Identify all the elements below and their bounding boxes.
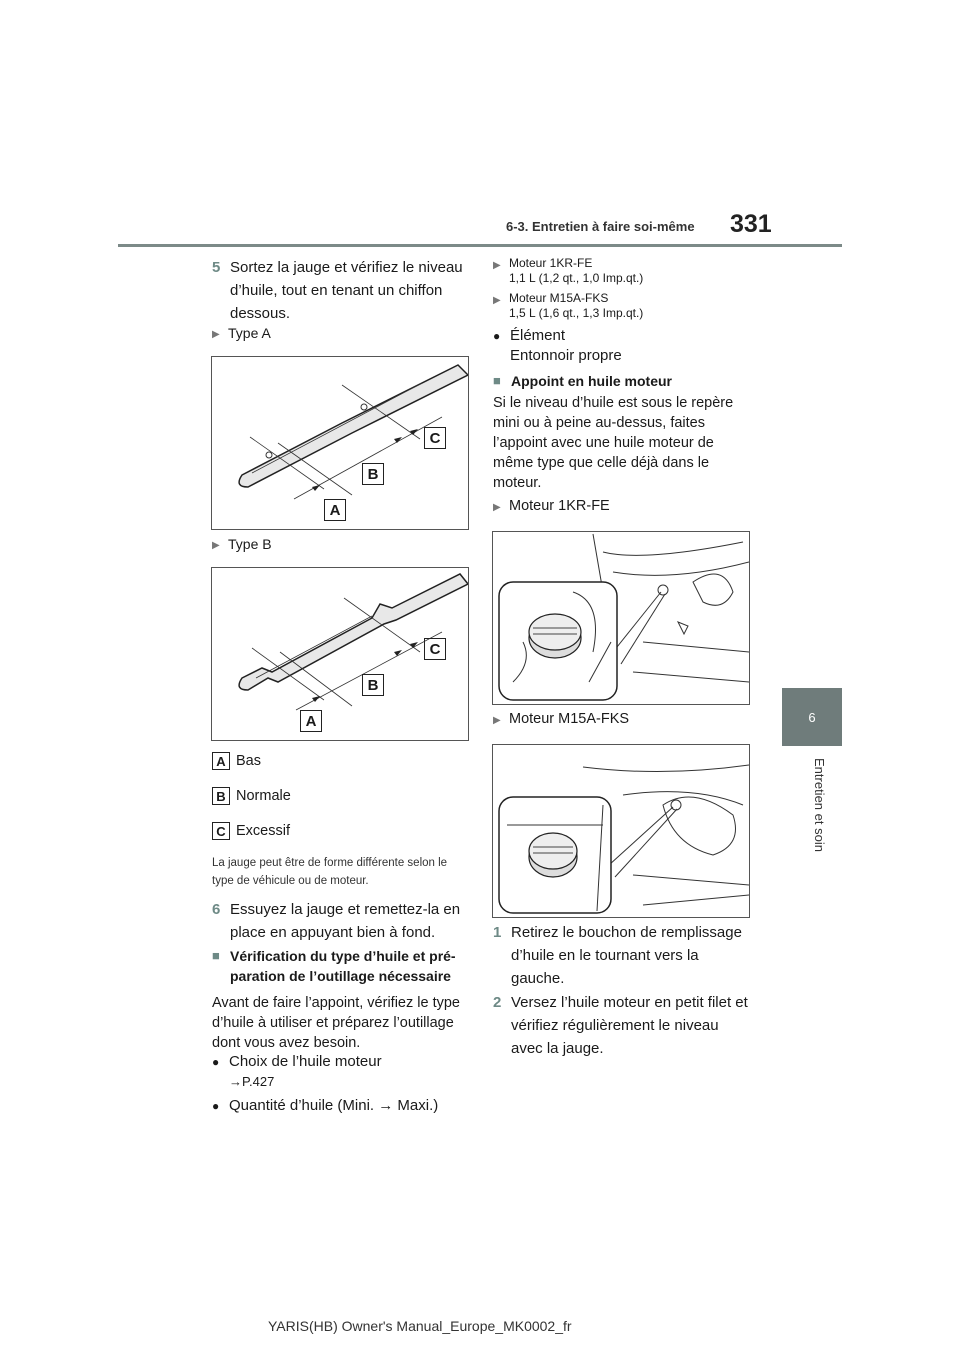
engine-name: Moteur 1KR-FE bbox=[509, 256, 593, 270]
bullet-element bbox=[493, 326, 622, 366]
section-heading-oil-top-up bbox=[493, 371, 672, 391]
paragraph-preparation: Avant de faire l’appoint, vérifiez le type d’huile à utiliser et préparez l’outillage dont vous avez besoin. bbox=[212, 995, 460, 1051]
square-bullet-icon: ■ bbox=[493, 373, 501, 388]
type-b-label bbox=[212, 535, 272, 555]
section-title: 6-3. Entretien à faire soi-même bbox=[506, 219, 695, 234]
chapter-tab bbox=[782, 688, 842, 746]
figure-label-b: B bbox=[362, 463, 384, 485]
chapter-label: Entretien et soin bbox=[812, 758, 827, 852]
dipstick-figure-type-a bbox=[211, 356, 469, 530]
type-a-text: Type A bbox=[228, 325, 271, 341]
oil-quantity: 1,5 L (1,6 qt., 1,3 Imp.qt.) bbox=[509, 306, 644, 320]
figure-label-a: A bbox=[300, 710, 322, 732]
step-6 bbox=[212, 898, 470, 944]
header-rule bbox=[118, 244, 842, 247]
square-bullet-icon: ■ bbox=[212, 948, 220, 963]
step-text: Sortez la jauge et vérifiez le niveau d’huile, tout en tenant un chiffon dessous. bbox=[230, 259, 463, 322]
dipstick-figure-type-b bbox=[211, 567, 469, 741]
legend-text: Excessif bbox=[236, 823, 290, 839]
bullet-oil-quantity bbox=[212, 1096, 472, 1116]
arrow-right-icon: ▶ bbox=[493, 295, 501, 306]
engine-m15a-fks-drawing bbox=[493, 745, 749, 917]
bullet-icon: ● bbox=[212, 1055, 220, 1069]
step-number: 2 bbox=[493, 994, 502, 1011]
type-b-text: Type B bbox=[228, 536, 272, 552]
step-2 bbox=[493, 991, 753, 1060]
bullet-oil-choice bbox=[212, 1052, 462, 1092]
engine-text: Moteur M15A-FKS bbox=[509, 711, 630, 727]
step-number: 5 bbox=[212, 259, 221, 276]
figure-label-c: C bbox=[424, 427, 446, 449]
engine-1kr-fe-label bbox=[493, 497, 610, 517]
qty-1kr-fe bbox=[493, 256, 643, 286]
section-heading-oil-check bbox=[212, 946, 470, 986]
step-text: Retirez le bouchon de remplissage d’huile en le tournant vers la gauche. bbox=[511, 924, 742, 987]
legend-item-a bbox=[212, 752, 261, 770]
arrow-right-icon: ▶ bbox=[212, 329, 220, 340]
bullet-icon: ● bbox=[212, 1099, 220, 1113]
paragraph-top-up: Si le niveau d’huile est sous le repère mini ou à peine au-dessus, faites l’appoint avec une huile moteur de même type que celle déjà dans le moteur. bbox=[493, 395, 734, 491]
legend-letter: A bbox=[212, 752, 230, 770]
legend-letter: B bbox=[212, 787, 230, 805]
heading-text: Vérification du type d’huile et pré-paration de l’outillage nécessaire bbox=[230, 948, 456, 984]
step-1 bbox=[493, 921, 753, 990]
oil-quantity: 1,1 L (1,2 qt., 1,0 Imp.qt.) bbox=[509, 271, 644, 285]
type-a-label bbox=[212, 324, 271, 344]
arrow-right-icon: ▶ bbox=[493, 260, 501, 271]
bullet-text: Choix de l’huile moteur bbox=[229, 1053, 382, 1070]
page-number: 331 bbox=[730, 210, 772, 238]
arrow-right-icon: ▶ bbox=[493, 715, 501, 726]
step-text: Versez l’huile moteur en petit filet et vérifiez régulièrement le niveau avec la jauge. bbox=[511, 994, 748, 1057]
legend-item-b bbox=[212, 787, 291, 805]
footer-manual-id: YARIS(HB) Owner's Manual_Europe_MK0002_fr bbox=[268, 1318, 572, 1334]
bullet-icon: ● bbox=[493, 329, 501, 343]
legend-item-c bbox=[212, 822, 290, 840]
bullet-text: Quantité d’huile (Mini. → Maxi.) bbox=[229, 1097, 439, 1114]
arrow-right-icon: ▶ bbox=[493, 502, 501, 513]
heading-text: Appoint en huile moteur bbox=[511, 373, 672, 389]
element-label: Élément bbox=[510, 327, 566, 344]
engine-m15a-fks-label bbox=[493, 710, 629, 730]
engine-figure-1kr-fe bbox=[492, 531, 750, 705]
page-reference-link[interactable]: →P.427 bbox=[229, 1074, 275, 1089]
figure-label-c: C bbox=[424, 638, 446, 660]
figure-label-b: B bbox=[362, 674, 384, 696]
figure-label-a: A bbox=[324, 499, 346, 521]
legend-text: Normale bbox=[236, 788, 291, 804]
step-text: Essuyez la jauge et remettez-la en place en appuyant bien à fond. bbox=[230, 901, 461, 941]
step-number: 1 bbox=[493, 924, 502, 941]
element-value: Entonnoir propre bbox=[510, 347, 622, 364]
step-5 bbox=[212, 256, 474, 325]
qty-m15a-fks bbox=[493, 291, 643, 321]
engine-name: Moteur M15A-FKS bbox=[509, 291, 609, 305]
engine-figure-m15a-fks bbox=[492, 744, 750, 918]
engine-1kr-fe-drawing bbox=[493, 532, 749, 704]
step-number: 6 bbox=[212, 901, 221, 918]
note-text: La jauge peut être de forme différente selon le type de véhicule ou de moteur. bbox=[212, 857, 448, 887]
engine-text: Moteur 1KR-FE bbox=[509, 498, 610, 514]
legend-letter: C bbox=[212, 822, 230, 840]
chapter-number: 6 bbox=[808, 709, 816, 725]
legend-text: Bas bbox=[236, 753, 261, 769]
arrow-right-icon: ▶ bbox=[212, 540, 220, 551]
